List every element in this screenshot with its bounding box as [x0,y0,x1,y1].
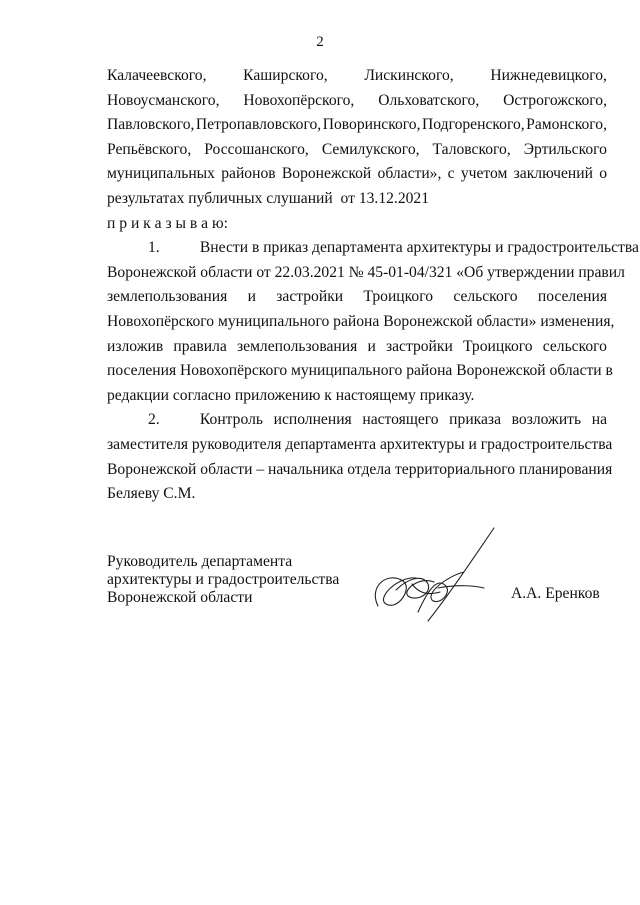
word: о [599,165,607,183]
word: Троицкого [462,337,533,355]
word: учетом [460,165,508,183]
word: застройки [276,288,344,306]
word: Поворинского, [322,116,421,134]
word: Контроль [199,411,263,429]
text: заместителя руководителя департамента архитектуры и градостроительства [107,435,613,453]
word: и [247,288,256,306]
text-line [107,162,607,187]
text-line [107,384,607,409]
word: Таловского, [432,140,511,158]
page-number: 2 [316,34,324,50]
paragraph-last-line: результатах публичных слушаний от 13.12.2021 [107,189,430,207]
signatory-name: А.А. Еренков [511,585,600,602]
word: Россошанского, [204,140,309,158]
word: настоящего [362,411,439,429]
word: Новохопёрского, [243,91,355,109]
text: Воронежской области – начальника отдела территориального планирования [107,460,613,478]
text-line [107,482,607,507]
text-line [107,138,607,163]
text-line [107,64,607,89]
word: Нижнедевицкого, [490,67,607,84]
item-1-text [148,236,639,261]
text-line [107,187,607,212]
word: застройки [385,337,453,355]
word: районов [221,165,276,183]
text-line [107,359,613,384]
word: правила [173,337,227,355]
word: на [591,411,607,429]
signatory-title-line: архитектуры и градостроительства [107,571,340,588]
word: исполнения [273,411,352,429]
text-line [107,89,607,114]
word: Калачеевского, [107,67,207,84]
word: муниципальных [107,165,215,183]
word: Воронежской [281,165,372,183]
word: Подгоренского, [422,116,525,134]
word: Лискинского, [364,67,454,84]
text-line [107,458,613,483]
text: поселения Новохопёрского муниципального района Воронежской области в [107,362,613,380]
word: приказа [449,411,502,429]
signatory-title-line: Воронежской области [107,589,253,606]
word: Новоусманского, [107,91,220,109]
word: с [447,165,455,183]
word: сельского [542,337,607,355]
item-number: 2. [148,411,160,429]
word: Репьёвского, [107,140,192,158]
word: Семилукского, [321,140,420,158]
word: Эртильского [523,140,607,158]
word: Петропавловского, [195,116,322,134]
text: Беляеву С.М. [107,485,196,503]
word: заключений [513,165,593,183]
prikazyvayu-heading: п р и к а з ы в а ю: [107,214,228,232]
text: Внести в приказ департамента архитектуры и градостроительства [199,239,639,257]
word: Острогожского, [503,91,607,109]
word: Каширского, [243,67,328,84]
text-line [107,433,613,458]
document-body [107,64,639,507]
text-line [107,335,607,360]
text-line [107,212,607,237]
text: Воронежской области от 22.03.2021 № 45-01-04/321 «Об утверждении правил [107,263,625,281]
signatory-title-line: Руководитель департамента [107,553,293,570]
word: Павловского, [107,116,195,134]
text-line [107,285,607,310]
word: возложить [511,411,582,429]
signatory-title [107,553,339,607]
text-line [107,408,607,433]
item-number: 1. [148,239,160,257]
text: Новохопёрского муниципального района Воронежской области» изменения, [107,312,615,330]
word: землепользования [236,337,358,355]
word: Рамонского, [526,116,607,134]
text-line [107,310,615,335]
text: редакции согласно приложению к настоящему приказу. [107,386,475,404]
handwritten-signature [368,526,498,626]
item-2-start [148,408,263,433]
word: Троицкого [363,288,434,306]
word: области», [377,165,442,183]
text-line [107,261,625,286]
text-line [107,236,639,261]
word: землепользования [107,288,228,306]
text-line [107,113,607,138]
word: поселения [537,288,607,306]
word: Ольховатского, [378,91,480,109]
word: и [367,337,376,355]
word: сельского [453,288,518,306]
word: изложив [107,337,164,355]
